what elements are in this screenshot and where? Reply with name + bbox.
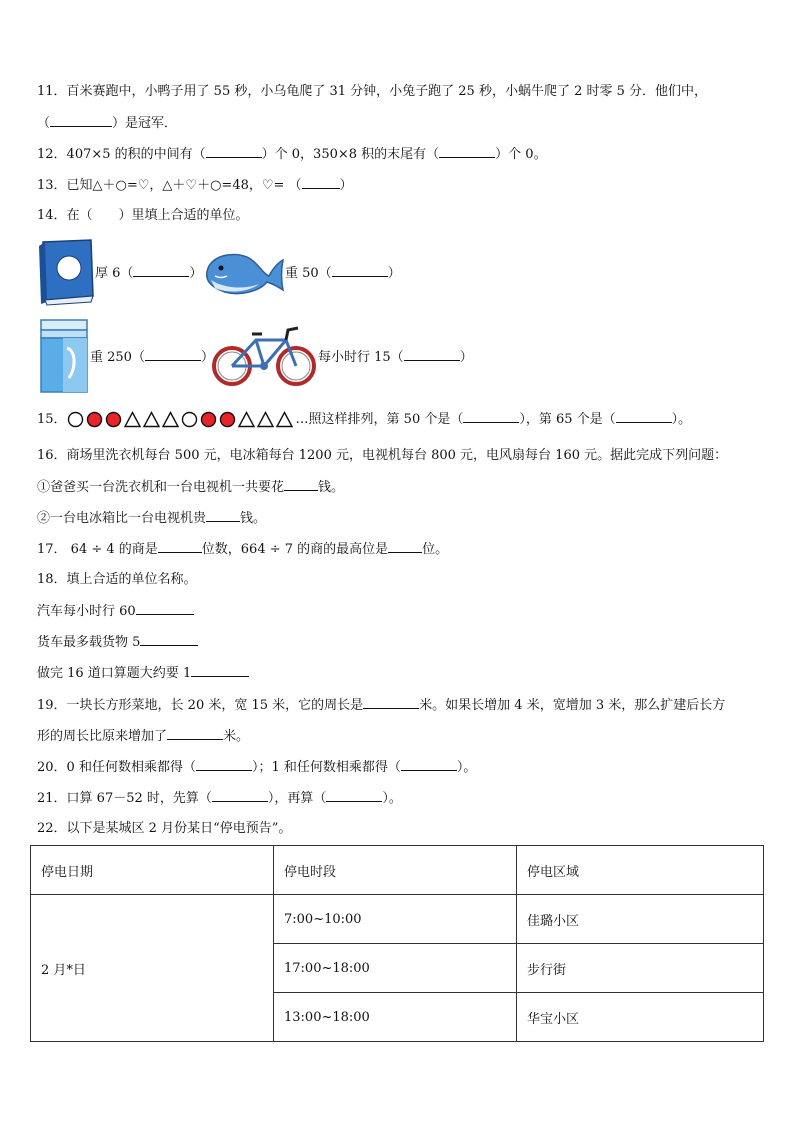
triangle-shape (143, 411, 160, 428)
q21-text-c: ）。 (382, 791, 402, 806)
q12-text-a: 12．407×5 的积的中间有（ (37, 147, 206, 162)
header-area: 停电区域 (517, 846, 764, 895)
q12-text-c: ）个 0。 (495, 147, 547, 162)
time-cell: 17:00~18:00 (274, 944, 517, 993)
q19-text-d: 米。 (223, 729, 250, 744)
q18-l1: 汽车每小时行 60 (37, 604, 136, 619)
whale-icon (203, 246, 285, 298)
circle-shape (67, 411, 84, 428)
red-circle-shape (105, 411, 122, 428)
question-12 (37, 145, 547, 164)
q21-text-a: 21．口算 67－52 时，先算（ (37, 791, 212, 806)
time-cell: 13:00~18:00 (274, 993, 517, 1042)
answer-blank[interactable] (136, 602, 194, 615)
q11-open: （ (37, 116, 51, 131)
answer-blank[interactable] (158, 540, 202, 553)
q17-text-c: 位。 (422, 542, 449, 557)
question-11-line-1: 11．百米赛跑中，小鸭子用了 55 秒，小乌龟爬了 31 分钟，小兔子跑了 25 秒，小蜗牛爬了 2 时零 5 分．他们中， (37, 84, 708, 99)
answer-blank[interactable] (401, 758, 457, 771)
area-cell: 华宝小区 (517, 993, 764, 1042)
answer-blank[interactable] (332, 264, 388, 277)
question-14-title: 14．在（ ）里填上合适的单位。 (37, 208, 249, 223)
table-row (31, 895, 764, 944)
answer-blank[interactable] (196, 758, 252, 771)
answer-blank[interactable] (326, 789, 382, 802)
q11-close: ）是冠军． (112, 116, 178, 131)
answer-blank[interactable] (50, 114, 112, 127)
triangle-shape (238, 411, 255, 428)
answer-blank[interactable] (463, 410, 519, 423)
table-header-row (31, 846, 764, 895)
q12-text-b: ）个 0，350×8 积的末尾有（ (261, 147, 440, 162)
book-icon (37, 238, 95, 306)
question-21 (37, 789, 402, 808)
q14-item-3 (90, 348, 214, 367)
question-18-line-2 (37, 633, 198, 652)
question-18-title: 18．填上合适的单位名称。 (37, 572, 197, 587)
q14-item-4-label: 每小时行 15（ (318, 350, 404, 365)
question-19-line-2 (37, 727, 249, 746)
circle-shape (181, 411, 198, 428)
q20-text-a: 20．0 和任何数相乘都得（ (37, 760, 196, 775)
q14-item-4 (318, 348, 473, 367)
q16-sub2-end: 钱。 (240, 511, 267, 526)
question-18-line-3 (37, 664, 249, 683)
answer-blank[interactable] (167, 727, 223, 740)
q14-item-2 (285, 264, 401, 283)
answer-blank[interactable] (363, 696, 419, 709)
answer-blank[interactable] (191, 664, 249, 677)
q15-text-a: …照这样排列，第 50 个是（ (295, 412, 464, 427)
q15-text-c: ）。 (671, 412, 692, 427)
question-16-part-2 (37, 509, 266, 528)
question-16-part-1 (37, 478, 344, 497)
q16-sub1: ①爸爸买一台洗衣机和一台电视机一共要花 (37, 480, 285, 495)
q17-text-a: 17． 64 ÷ 4 的商是 (37, 542, 158, 557)
question-13 (37, 176, 353, 195)
answer-blank[interactable] (140, 633, 198, 646)
answer-blank[interactable] (133, 264, 189, 277)
bicycle-icon (212, 324, 318, 388)
q19-text-c: 形的周长比原来增加了 (37, 729, 168, 744)
question-20 (37, 758, 476, 777)
red-circle-shape (219, 411, 236, 428)
question-19-line-1 (37, 696, 725, 715)
date-cell: 2 月*日 (31, 895, 274, 1042)
q17-text-b: 位数，664 ÷ 7 的商的最高位是 (201, 542, 389, 557)
q18-l2: 货车最多载货物 5 (37, 635, 141, 650)
answer-blank[interactable] (206, 145, 262, 158)
question-17 (37, 540, 448, 559)
q20-text-b: ）；1 和任何数相乘都得（ (251, 760, 401, 775)
answer-blank[interactable] (439, 145, 495, 158)
question-15: 15． …照这样排列，第 50 个是（ ），第 65 个是（ ）。 (37, 412, 692, 427)
q15-text-b: ），第 65 个是（ (519, 412, 616, 427)
q19-text-b: 米。如果长增加 4 米，宽增加 3 米，那么扩建后长方 (419, 698, 726, 713)
q13-text-b: ） (339, 178, 353, 193)
question-16: 16．商场里洗衣机每台 500 元，电冰箱每台 1200 元，电视机每台 800 元，电风扇每台 160 元。据此完成下列问题： (37, 448, 728, 463)
header-date: 停电日期 (31, 846, 274, 895)
q14-close: ） (459, 350, 473, 365)
area-cell: 佳璐小区 (517, 895, 764, 944)
answer-blank[interactable] (388, 540, 422, 553)
triangle-shape (276, 411, 293, 428)
q14-close: ） (387, 266, 401, 281)
answer-blank[interactable] (302, 176, 340, 189)
q14-item-1-label: 厚 6（ (95, 266, 134, 281)
q14-item-2-label: 重 50（ (285, 266, 332, 281)
shape-sequence (67, 411, 293, 428)
time-cell: 7:00~10:00 (274, 895, 517, 944)
triangle-shape (162, 411, 179, 428)
question-11-line-2 (37, 114, 177, 133)
answer-blank[interactable] (206, 509, 240, 522)
red-circle-shape (86, 411, 103, 428)
header-time: 停电时段 (274, 846, 517, 895)
milk-carton-icon (37, 318, 91, 394)
answer-blank[interactable] (145, 348, 201, 361)
q20-text-c: ）。 (456, 760, 477, 775)
q18-l3: 做完 16 道口算题大约要 1 (37, 666, 192, 681)
question-18-line-1 (37, 602, 194, 621)
q14-close: ） (189, 266, 203, 281)
triangle-shape (124, 411, 141, 428)
answer-blank[interactable] (212, 789, 268, 802)
q14-item-1 (95, 264, 202, 283)
question-22-title: 22．以下是某城区 2 月份某日“停电预告”。 (37, 821, 292, 836)
q19-text-a: 19．一块长方形菜地，长 20 米，宽 15 米，它的周长是 (37, 698, 364, 713)
answer-blank[interactable] (404, 348, 460, 361)
q14-item-3-label: 重 250（ (90, 350, 145, 365)
power-outage-table (30, 845, 764, 1042)
red-circle-shape (200, 411, 217, 428)
q13-text-a: 13．已知△＋○=♡，△＋♡＋○=48，♡= （ (37, 178, 302, 193)
area-cell: 步行街 (517, 944, 764, 993)
q16-sub1-end: 钱。 (318, 480, 345, 495)
q16-sub2: ②一台电冰箱比一台电视机贵 (37, 511, 207, 526)
answer-blank[interactable] (284, 478, 318, 491)
q21-text-b: ），再算（ (267, 791, 327, 806)
triangle-shape (257, 411, 274, 428)
answer-blank[interactable] (616, 410, 672, 423)
q14-close: ） (200, 350, 214, 365)
